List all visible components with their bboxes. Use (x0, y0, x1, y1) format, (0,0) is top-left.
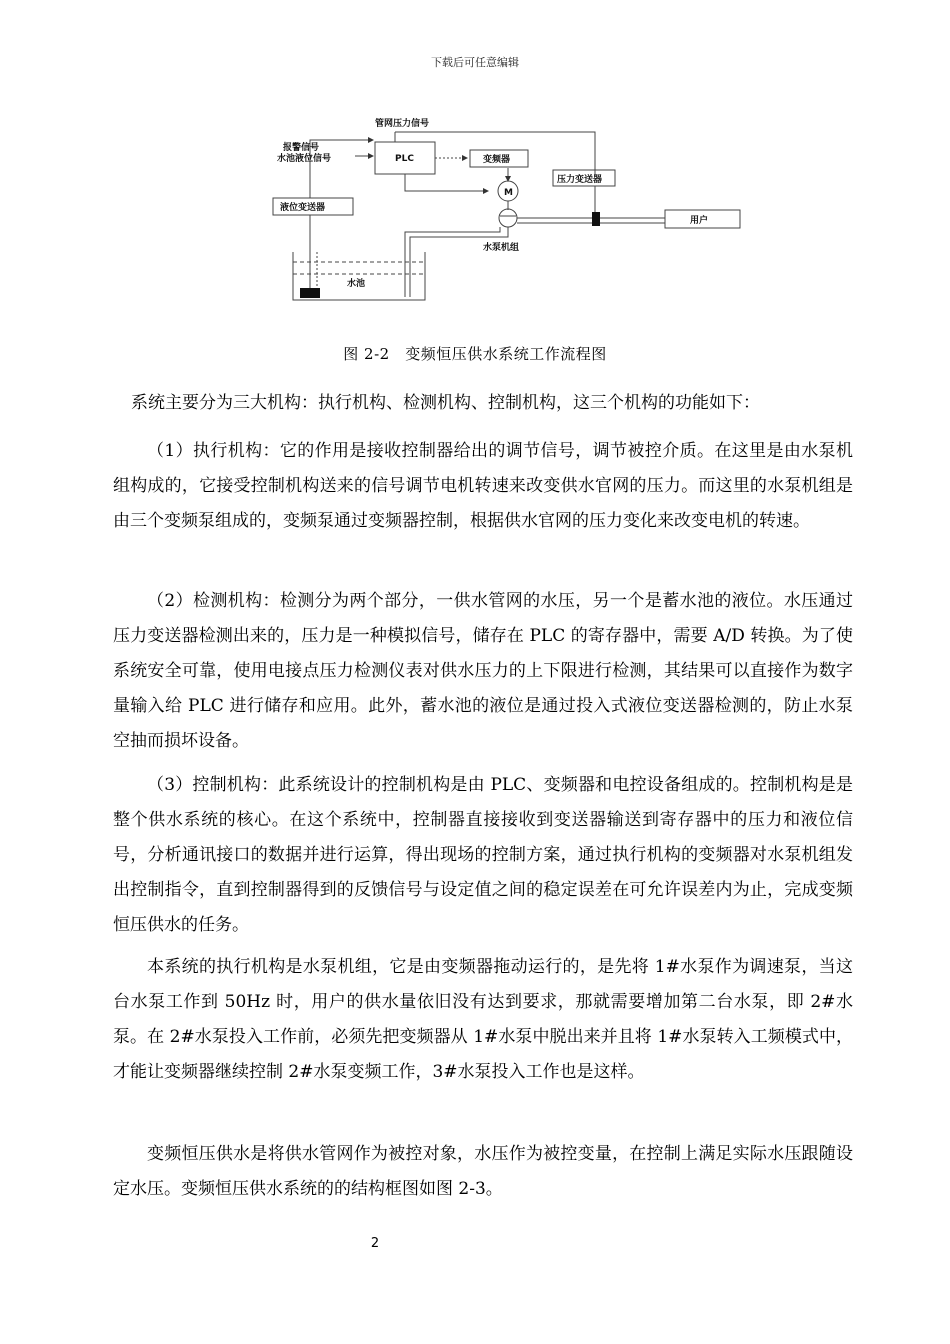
paragraph-pump-sequence: 本系统的执行机构是水泵机组，它是由变频器拖动运行的，是先将 1#水泵作为调速泵，当这台水泵工作到 50Hz 时，用户的供水量依旧没有达到要求，那就需要增加第二台水泵，即 2#水泵。在 2#水泵投入工作前，必须先把变频器从 1#水泵中脱出来并且将 1#水泵转入工频模式中，才能让变频器继续控制 2#水泵变频工作，3#水泵投入工作也是这样。 (113, 957, 853, 1082)
paragraph-intro: 系统主要分为三大机构：执行机构、检测机构、控制机构，这三个机构的功能如下： (131, 393, 760, 413)
pool-label: 水池 (347, 279, 366, 289)
pressure-signal-label: 管网压力信号 (375, 119, 430, 129)
pump-circle (499, 209, 517, 227)
level-signal-label: 水池液位信号 (277, 154, 332, 164)
pump-unit-label: 水泵机组 (483, 243, 520, 253)
pressure-transmitter-label: 压力变送器 (557, 175, 603, 185)
pressure-sensor (592, 212, 600, 226)
level-sensor (300, 288, 320, 298)
paragraph-detection: （2）检测机构：检测分为两个部分，一供水管网的水压，另一个是蓄水池的液位。水压通过压力变送器检测出来的，压力是一种模拟信号，储存在 PLC 的寄存器中，需要 A/D 转换。为了使系统安全可靠，使用电接点压力检测仪表对供水压力的上下限进行检测，其结果可以直接作为数字量输入给 PLC 进行储存和应用。此外，蓄水池的液位是通过投入式液位变送器检测的，防止水泵空抽而损坏设备。 (113, 591, 853, 751)
page-number: 2 (370, 1236, 380, 1251)
alarm-signal-label: 报警信号 (283, 143, 320, 153)
plc-label: PLC (395, 154, 414, 164)
paragraph-control: （3）控制机构：此系统设计的控制机构是由 PLC、变频器和电控设备组成的。控制机构是是整个供水系统的核心。在这个系统中，控制器直接接收到变送器输送到寄存器中的压力和液位信号，分析通讯接口的数据并进行运算，得出现场的控制方案，通过执行机构的变频器对水泵机组发出控制指令，直到控制器得到的反馈信号与设定值之间的稳定误差在可允许误差内为止，完成变频恒压供水的任务。 (113, 775, 853, 935)
vfd-label: 变频器 (483, 155, 511, 165)
figure-caption: 图 2-2 变频恒压供水系统工作流程图 (343, 345, 607, 363)
paragraph-execution: （1）执行机构：它的作用是接收控制器给出的调节信号，调节被控介质。在这里是由水泵机组构成的，它接受控制机构送来的信号调节电机转速来改变供水官网的压力。而这里的水泵机组是由三个变频泵组成的，变频泵通过变频器控制，根据供水官网的压力变化来改变电机的转速。 (113, 441, 853, 531)
level-transmitter-label: 液位变送器 (280, 203, 326, 213)
flow-diagram (255, 112, 755, 312)
page-header: 下载后可任意编辑 (431, 56, 519, 69)
motor-label: M (504, 188, 513, 198)
user-label: 用户 (690, 216, 709, 226)
paragraph-constant-pressure: 变频恒压供水是将供水管网作为被控对象，水压作为被控变量，在控制上满足实际水压跟随设定水压。变频恒压供水系统的的结构框图如图 2-3。 (113, 1144, 853, 1199)
